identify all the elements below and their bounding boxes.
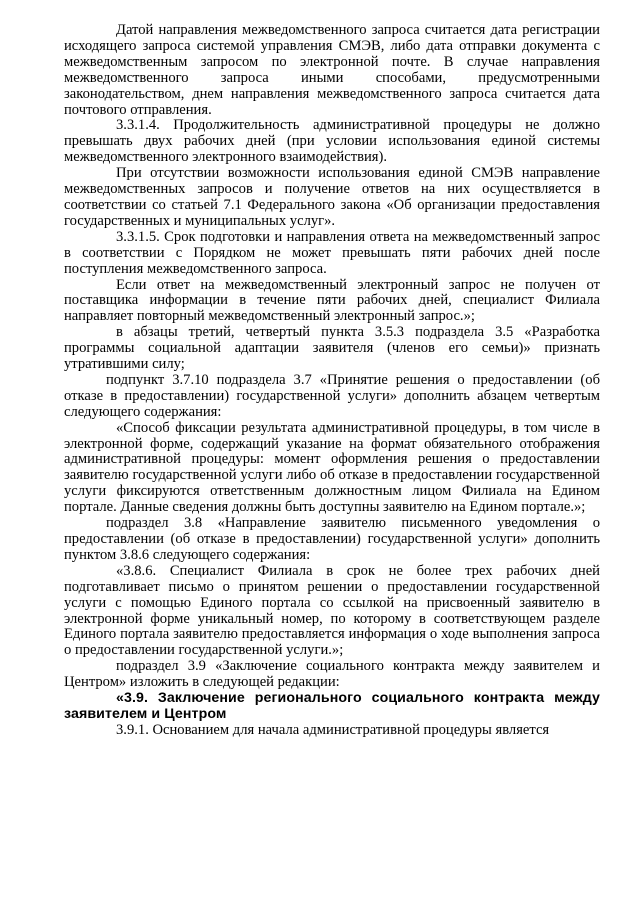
paragraph-smev-absence: При отсутствии возможности использования единой СМЭВ направление межведомственных запросов и получение ответов на них осуществляется в соответствии со статьей 7.1 Федерального закона «Об организации предоставления государственных и муниципальных услуг». <box>64 165 600 229</box>
paragraph-3-7-10: подпункт 3.7.10 подраздела 3.7 «Принятие решения о предоставлении (об отказе в предоставлении) государственной услуги» дополнить абзацем четвертым следующего содержания: <box>64 371 600 420</box>
paragraph-3-5-3-repeal: в абзацы третий, четвертый пункта 3.5.3 подраздела 3.5 «Разработка программы социальной адаптации заявителя (членов его семьи)» признать утратившими силу; <box>64 324 600 373</box>
document-page <box>64 23 600 739</box>
paragraph-3-8-6: «3.8.6. Специалист Филиала в срок не более трех рабочих дней подготавливает письмо о принятом решении о предоставлении государственной услуги с помощью Единого портала со ссылкой на присвоенный заявителю в электронной форме уникальный номер, по которому в соответствующем разделе Единого портала заявителю предоставляется информация о ходе выполнения запроса о предоставлении государственной услуги.»; <box>64 562 600 659</box>
paragraph-3-8: подраздел 3.8 «Направление заявителю письменного уведомления о предоставлении (об отказе в предоставлении) государственной услуги» дополнить пунктом 3.8.6 следующего содержания: <box>64 515 600 563</box>
section-heading-3-9: «3.9. Заключение регионального социального контракта между заявителем и Центром <box>64 690 600 722</box>
paragraph-3-3-1-5: 3.3.1.5. Срок подготовки и направления ответа на межведомственный запрос в соответствии с Порядком не может превышать пяти рабочих дней после поступления межведомственного запроса. <box>64 228 600 277</box>
paragraph-3-9: подраздел 3.9 «Заключение социального контракта между заявителем и Центром» изложить в следующей редакции: <box>64 658 600 691</box>
paragraph-no-response: Если ответ на межведомственный электронный запрос не получен от поставщика информации в течение пяти рабочих дней, специалист Филиала направляет повторный межведомственный электронный запрос.»; <box>64 276 600 325</box>
paragraph-request-date: Датой направления межведомственного запроса считается дата регистрации исходящего запроса системой управления СМЭВ, либо дата отправки документа с межведомственным запросом по электронной почте. В случае направления межведомственного запроса иными способами, предусмотренными законодательством, днем направления межведомственного запроса считается дата почтового отправления. <box>64 22 600 118</box>
paragraph-3-3-1-4: 3.3.1.4. Продолжительность административной процедуры не должно превышать двух рабочих дней (при условии использования единой системы межведомственного электронного взаимодействия). <box>64 117 600 166</box>
paragraph-3-9-1: 3.9.1. Основанием для начала административной процедуры является <box>116 721 550 738</box>
paragraph-fixation-method: «Способ фиксации результата административной процедуры, в том числе в электронной форме, содержащий указание на формат обязательного отображения административной процедуры: момент оформления решения о предоставлении заявителю государственной услуги либо об отказе в предоставлении государственной услуги фиксируются ответственным должностным лицом Филиала на Едином портале. Данные сведения должны быть доступны заявителю на Едином портале.»; <box>64 419 600 516</box>
